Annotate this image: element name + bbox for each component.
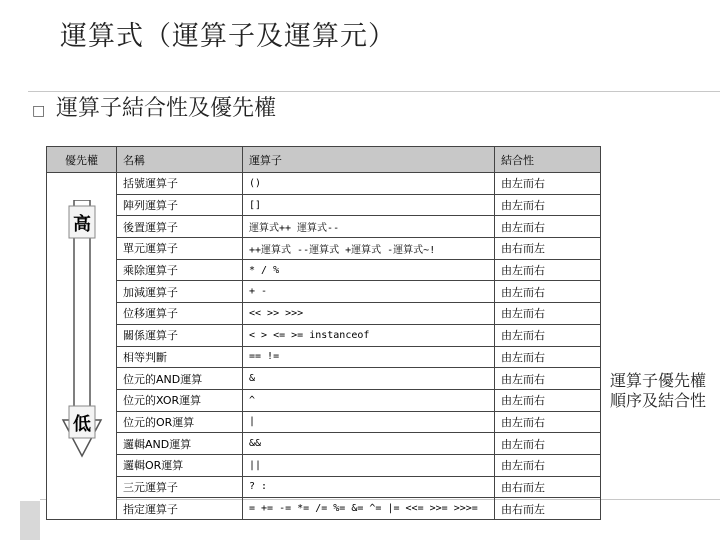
operator-name-cell: 關係運算子 <box>117 324 243 346</box>
table-row <box>47 368 601 390</box>
operator-symbol-cell: ^ <box>243 389 495 411</box>
operator-symbol-cell: ? : <box>243 476 495 498</box>
header-associativity: 結合性 <box>495 147 601 173</box>
arrow-high-label: 高 <box>73 214 91 235</box>
header-name: 名稱 <box>117 147 243 173</box>
associativity-cell: 由左而右 <box>495 303 601 325</box>
table-row <box>47 194 601 216</box>
associativity-cell: 由左而右 <box>495 454 601 476</box>
table-row <box>47 173 601 195</box>
associativity-cell: 由左而右 <box>495 389 601 411</box>
associativity-cell: 由左而右 <box>495 433 601 455</box>
operator-name-cell: 位移運算子 <box>117 303 243 325</box>
associativity-cell: 由左而右 <box>495 281 601 303</box>
priority-arrow <box>60 200 105 460</box>
table-header-row <box>47 147 601 173</box>
header-priority: 優先權 <box>47 147 117 173</box>
operator-name-cell: 指定運算子 <box>117 498 243 520</box>
operator-symbol-cell: == != <box>243 346 495 368</box>
operator-name-cell: 相等判斷 <box>117 346 243 368</box>
operator-name-cell: 位元的OR運算 <box>117 411 243 433</box>
operator-symbol-cell: 運算式++ 運算式-- <box>243 216 495 238</box>
operator-symbol-cell: = += -= *= /= %= &= ^= |= <<= >>= >>>= <box>243 498 495 520</box>
side-note: 運算子優先權順序及結合性 <box>610 371 707 410</box>
operator-name-cell: 單元運算子 <box>117 238 243 260</box>
associativity-cell: 由左而右 <box>495 411 601 433</box>
operator-name-cell: 三元運算子 <box>117 476 243 498</box>
associativity-cell: 由左而右 <box>495 368 601 390</box>
table-row <box>47 498 601 520</box>
operator-precedence-table <box>46 146 601 520</box>
table-row <box>47 216 601 238</box>
operator-name-cell: 括號運算子 <box>117 173 243 195</box>
operator-symbol-cell: ++運算式 --運算式 +運算式 -運算式~! <box>243 238 495 260</box>
table-row <box>47 411 601 433</box>
operator-name-cell: 後置運算子 <box>117 216 243 238</box>
table-row <box>47 324 601 346</box>
associativity-cell: 由左而右 <box>495 216 601 238</box>
table-row <box>47 454 601 476</box>
operator-symbol-cell: & <box>243 368 495 390</box>
associativity-cell: 由右而左 <box>495 498 601 520</box>
associativity-cell: 由左而右 <box>495 194 601 216</box>
table-row <box>47 281 601 303</box>
table-row <box>47 346 601 368</box>
operator-symbol-cell: < > <= >= instanceof <box>243 324 495 346</box>
corner-decoration <box>20 501 40 540</box>
operator-name-cell: 乘除運算子 <box>117 259 243 281</box>
operator-symbol-cell: && <box>243 433 495 455</box>
operator-name-cell: 邏輯AND運算 <box>117 433 243 455</box>
table-row <box>47 476 601 498</box>
subtitle: 運算子結合性及優先權 <box>56 96 277 121</box>
operator-symbol-cell: + - <box>243 281 495 303</box>
table-row <box>47 303 601 325</box>
table-row <box>47 433 601 455</box>
priority-arrow-icon <box>60 200 105 460</box>
associativity-cell: 由左而右 <box>495 346 601 368</box>
table-row <box>47 259 601 281</box>
associativity-cell: 由左而右 <box>495 173 601 195</box>
operator-symbol-cell: << >> >>> <box>243 303 495 325</box>
operator-symbol-cell: | <box>243 411 495 433</box>
square-bullet-icon: □ <box>32 103 46 119</box>
operator-symbol-cell: [] <box>243 194 495 216</box>
operator-name-cell: 位元的XOR運算 <box>117 389 243 411</box>
operator-name-cell: 陣列運算子 <box>117 194 243 216</box>
operator-name-cell: 位元的AND運算 <box>117 368 243 390</box>
table-body <box>47 173 601 520</box>
associativity-cell: 由左而右 <box>495 324 601 346</box>
operator-symbol-cell: * / % <box>243 259 495 281</box>
table-row <box>47 389 601 411</box>
operator-name-cell: 加減運算子 <box>117 281 243 303</box>
header-operator: 運算子 <box>243 147 495 173</box>
slide-title: 運算式（運算子及運算元） <box>60 21 396 52</box>
associativity-cell: 由左而右 <box>495 259 601 281</box>
operator-symbol-cell: || <box>243 454 495 476</box>
associativity-cell: 由右而左 <box>495 476 601 498</box>
operator-symbol-cell: () <box>243 173 495 195</box>
table-row <box>47 238 601 260</box>
operator-name-cell: 邏輯OR運算 <box>117 454 243 476</box>
arrow-low-label: 低 <box>73 414 91 435</box>
associativity-cell: 由右而左 <box>495 238 601 260</box>
